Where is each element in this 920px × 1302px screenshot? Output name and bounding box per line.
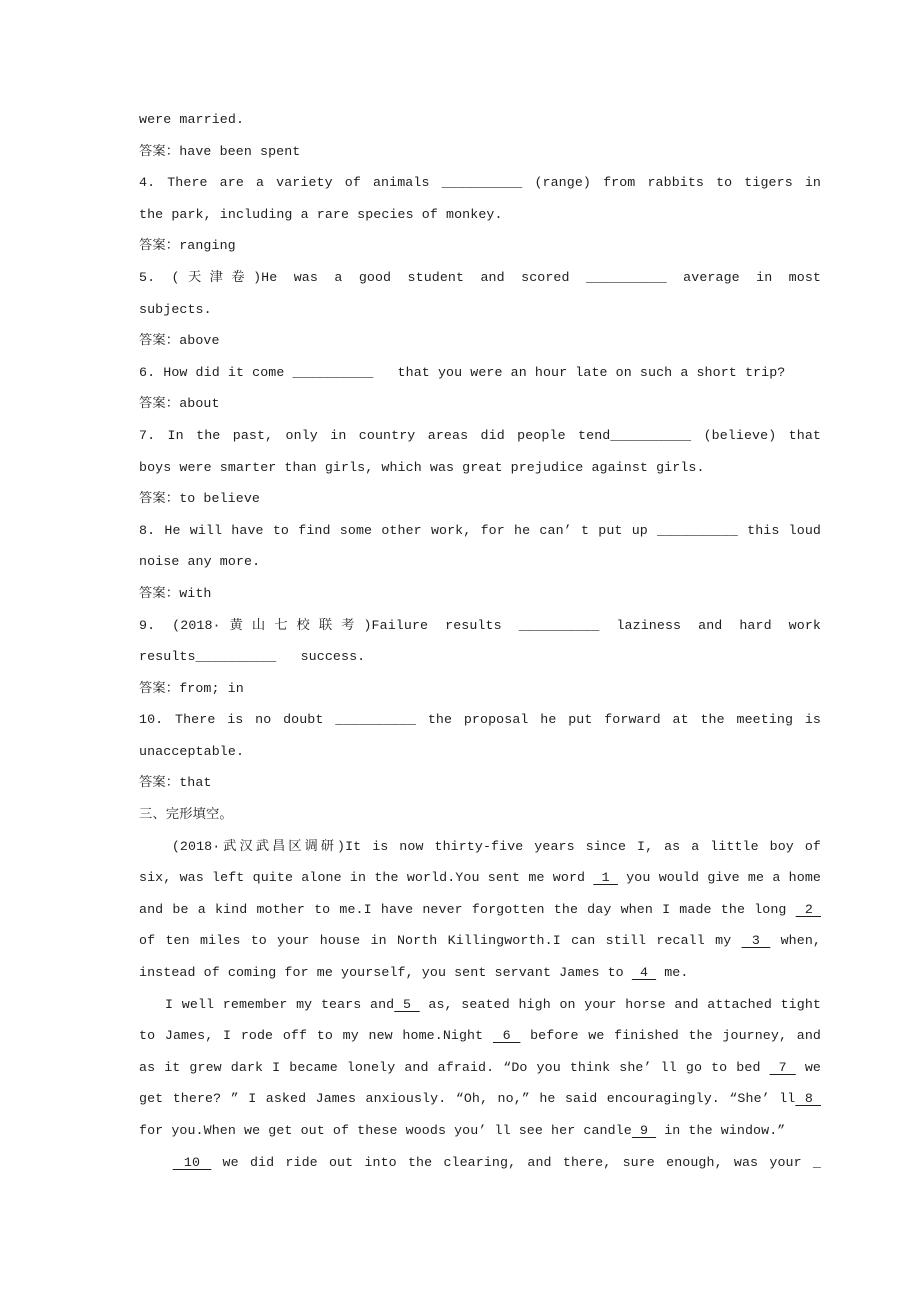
text-line: 4. There are a variety of animals __________ (range) from rabbits to tigers in bbox=[139, 175, 821, 191]
text-line: 答案：to believe bbox=[139, 491, 260, 507]
numbered-blank: 7 bbox=[769, 1059, 796, 1075]
text-line: 10 we did ride out into the clearing, and there, sure enough, was your _ bbox=[172, 1154, 821, 1170]
text-line: the park, including a rare species of monkey. bbox=[139, 206, 503, 222]
text-line: 答案：about bbox=[139, 396, 220, 412]
text-line: results__________ success. bbox=[139, 649, 366, 665]
numbered-blank: 6 bbox=[492, 1028, 521, 1044]
text-line: six, was left quite alone in the world.You sent me word 1 you would give me a home bbox=[139, 870, 821, 886]
text-line: for you.When we get out of these woods you’ ll see her candle 9 in the window.” bbox=[139, 1123, 786, 1138]
text-line: I well remember my tears and 5 as, seated high on your horse and attached tight bbox=[139, 996, 821, 1012]
text-line: 答案：above bbox=[139, 333, 220, 349]
text-line: and be a kind mother to me.I have never forgotten the day when I made the long 2 bbox=[139, 901, 821, 917]
text-line: noise any more. bbox=[139, 554, 261, 570]
text-line: were married. bbox=[139, 112, 245, 127]
numbered-blank: 5 bbox=[394, 996, 420, 1012]
text-line: 答案：from; in bbox=[139, 680, 244, 696]
text-line: unacceptable. bbox=[139, 743, 245, 759]
document-body bbox=[139, 104, 821, 1178]
text-line: (2018·武汉武昌区调研)It is now thirty-five years since I, as a little boy of bbox=[139, 838, 821, 854]
text-line: 答案：with bbox=[139, 585, 212, 601]
numbered-blank: 2 bbox=[795, 901, 821, 917]
text-line: 答案：that bbox=[139, 775, 212, 791]
numbered-blank: 1 bbox=[593, 870, 618, 886]
text-line: instead of coming for me yourself, you sent servant James to 4 me. bbox=[139, 965, 689, 981]
text-line: to James, I rode off to my new home.Night 6 before we finished the journey, and bbox=[139, 1028, 821, 1044]
numbered-blank: 10 bbox=[172, 1154, 212, 1170]
text-line: get there? ” I asked James anxiously. “Oh, no,” he said encouragingly. “She’ ll 8 bbox=[139, 1091, 821, 1107]
text-line: as it grew dark I became lonely and afraid. “Do you think she’ ll go to bed 7 we bbox=[139, 1059, 821, 1075]
text-line: subjects. bbox=[139, 301, 212, 317]
text-line: 8. He will have to find some other work, for he can’ t put up __________ this loud bbox=[139, 522, 821, 538]
text-line: 9. (2018·黄山七校联考)Failure results __________ laziness and hard work bbox=[139, 617, 821, 633]
numbered-blank: 4 bbox=[631, 965, 657, 981]
text-line: 7. In the past, only in country areas did people tend__________ (believe) that bbox=[139, 427, 821, 443]
text-line: 答案：have been spent bbox=[139, 143, 301, 159]
text-line: 10. There is no doubt __________ the proposal he put forward at the meeting is bbox=[139, 712, 821, 728]
text-line: 6. How did it come __________ that you were an hour late on such a short trip? bbox=[139, 364, 786, 380]
text-line: 三、完形填空。 bbox=[139, 807, 233, 823]
numbered-blank: 3 bbox=[741, 933, 771, 949]
text-line: boys were smarter than girls, which was great prejudice against girls. bbox=[139, 459, 705, 475]
numbered-blank: 9 bbox=[631, 1123, 657, 1138]
text-line: 答案：ranging bbox=[139, 238, 236, 254]
text-line: 5. (天津卷)He was a good student and scored __________ average in most bbox=[139, 269, 821, 285]
numbered-blank: 8 bbox=[795, 1091, 821, 1107]
text-line: of ten miles to your house in North Killingworth.I can still recall my 3 when, bbox=[139, 933, 821, 949]
